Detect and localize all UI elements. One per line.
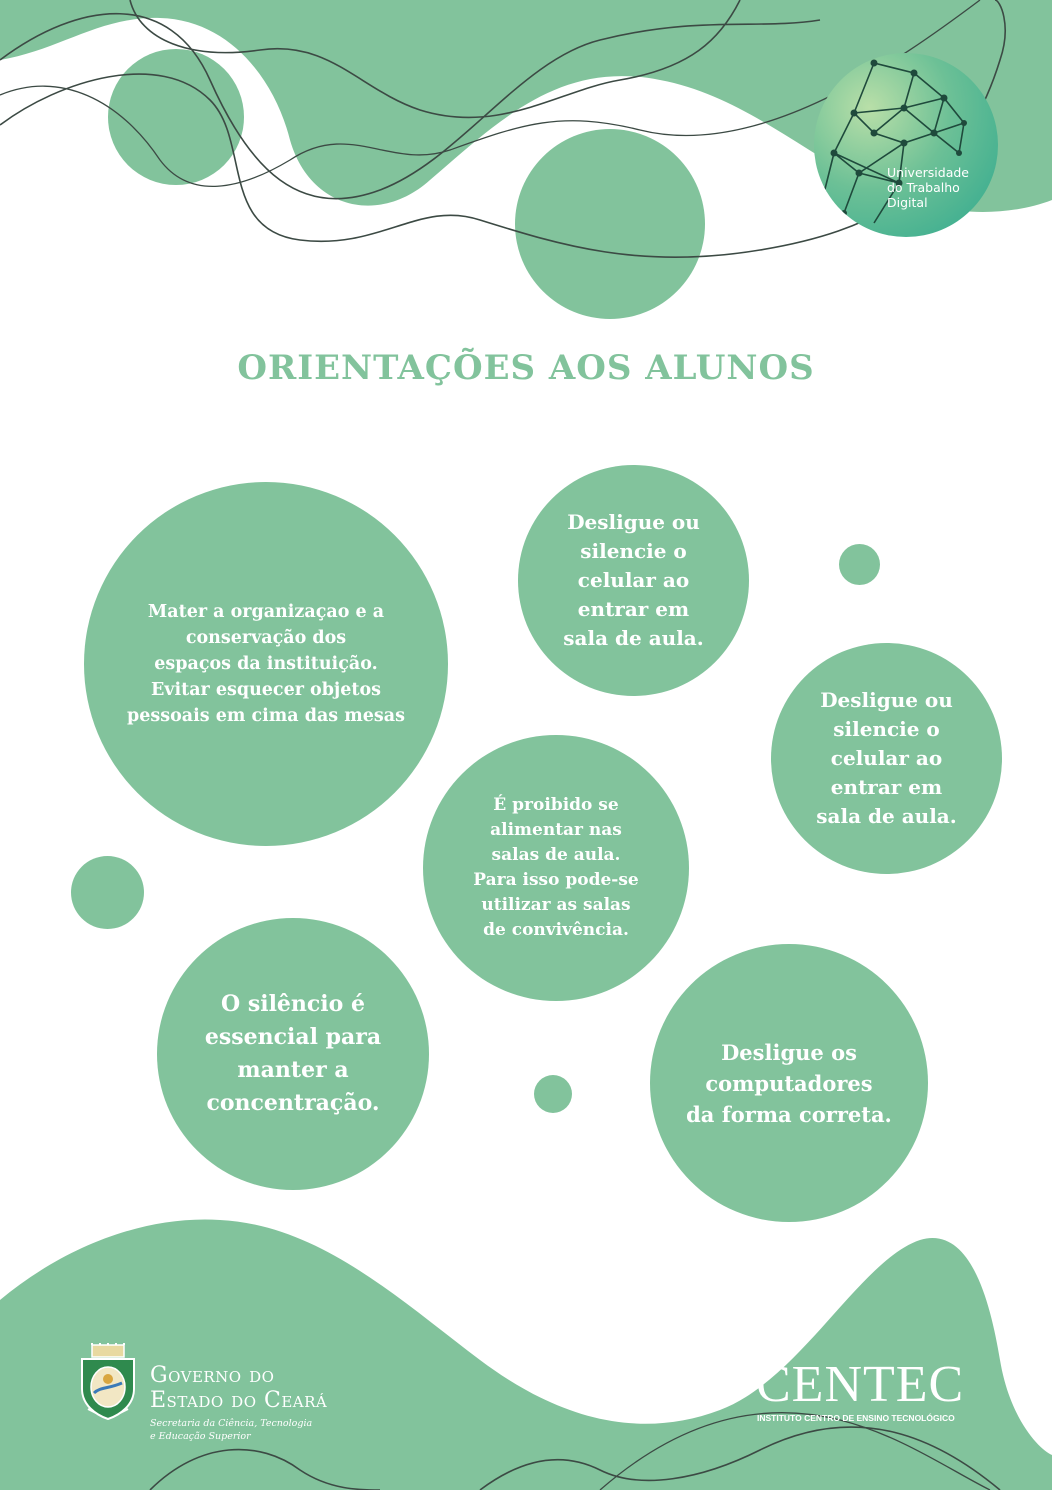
bubble-line: entrar em [830, 775, 943, 799]
bubble-line: de convivência. [483, 920, 629, 940]
bubble-line: Desligue os [721, 1039, 857, 1065]
bubble-text [816, 686, 956, 831]
bubble-line: silencie o [580, 539, 687, 563]
utd-line3: Digital [887, 195, 928, 210]
bubble-computers [650, 944, 928, 1222]
coat-of-arms-icon [78, 1343, 138, 1421]
bubble-line: Mater a organizaçao e a [147, 602, 385, 622]
gov-title-line2: Estado do Ceará [150, 1388, 328, 1413]
centec-logo [756, 1357, 976, 1427]
bubble-text [686, 1037, 892, 1130]
utd-logo [814, 53, 998, 237]
bubble-line: entrar em [577, 597, 690, 621]
utd-line1: Universidade [887, 165, 969, 180]
bubble-line: espaços da instituição. [154, 654, 378, 674]
bubble-text [473, 793, 638, 943]
gov-title-line1: Governo do [150, 1363, 275, 1388]
bubble-organization [84, 482, 448, 846]
bubble-line: sala de aula. [816, 804, 957, 828]
bubble-silence [157, 918, 429, 1190]
bubble-line: Evitar esquecer objetos [150, 680, 382, 700]
bubble-line: celular ao [830, 746, 943, 770]
bubble-line: celular ao [577, 568, 690, 592]
bubble-line: O silêncio é [221, 991, 365, 1017]
gov-subtitle-line2: e Educação Superior [150, 1431, 251, 1442]
bubble-line: sala de aula. [563, 626, 704, 650]
bubble-text [127, 599, 405, 729]
government-logo [78, 1343, 398, 1453]
bubble-line: É proibido se [493, 795, 619, 815]
centec-name: CENTEC [756, 1356, 965, 1413]
bubble-line: essencial para [204, 1024, 382, 1050]
bubble-phone-2 [771, 643, 1002, 874]
bubble-line: Desligue ou [820, 688, 953, 712]
bubble-phone-1 [518, 465, 749, 696]
bubble-food [423, 735, 689, 1001]
utd-logo-text [887, 165, 969, 210]
bubble-line: pessoais em cima das mesas [127, 706, 405, 726]
bubble-line: computadores [705, 1070, 873, 1096]
bubble-line: conservação dos [185, 628, 347, 648]
bubble-text [563, 508, 703, 653]
bubble-line: Para isso pode-se [473, 870, 639, 890]
bubble-text [205, 988, 381, 1120]
bubble-line: manter a [237, 1057, 349, 1083]
decorative-dot [534, 1075, 572, 1113]
decorative-dot [839, 544, 880, 585]
decorative-dot [71, 856, 144, 929]
bubble-line: Desligue ou [567, 510, 700, 534]
bubble-line: silencie o [833, 717, 940, 741]
bubble-line: alimentar nas [490, 820, 622, 840]
top-circle-left [108, 49, 244, 185]
bubble-line: da forma correta. [686, 1101, 892, 1127]
centec-subtitle: INSTITUTO CENTRO DE ENSINO TECNOLÓGICO [757, 1413, 955, 1423]
page-title: ORIENTAÇÕES AOS ALUNOS [237, 348, 815, 388]
bubble-line: salas de aula. [491, 845, 621, 865]
gov-subtitle-line1: Secretaria da Ciência, Tecnologia [150, 1418, 313, 1429]
utd-line2: do Trabalho [887, 180, 960, 195]
bubble-line: utilizar as salas [481, 895, 631, 915]
bubble-line: concentração. [206, 1090, 380, 1116]
top-circle-mid [515, 129, 705, 319]
